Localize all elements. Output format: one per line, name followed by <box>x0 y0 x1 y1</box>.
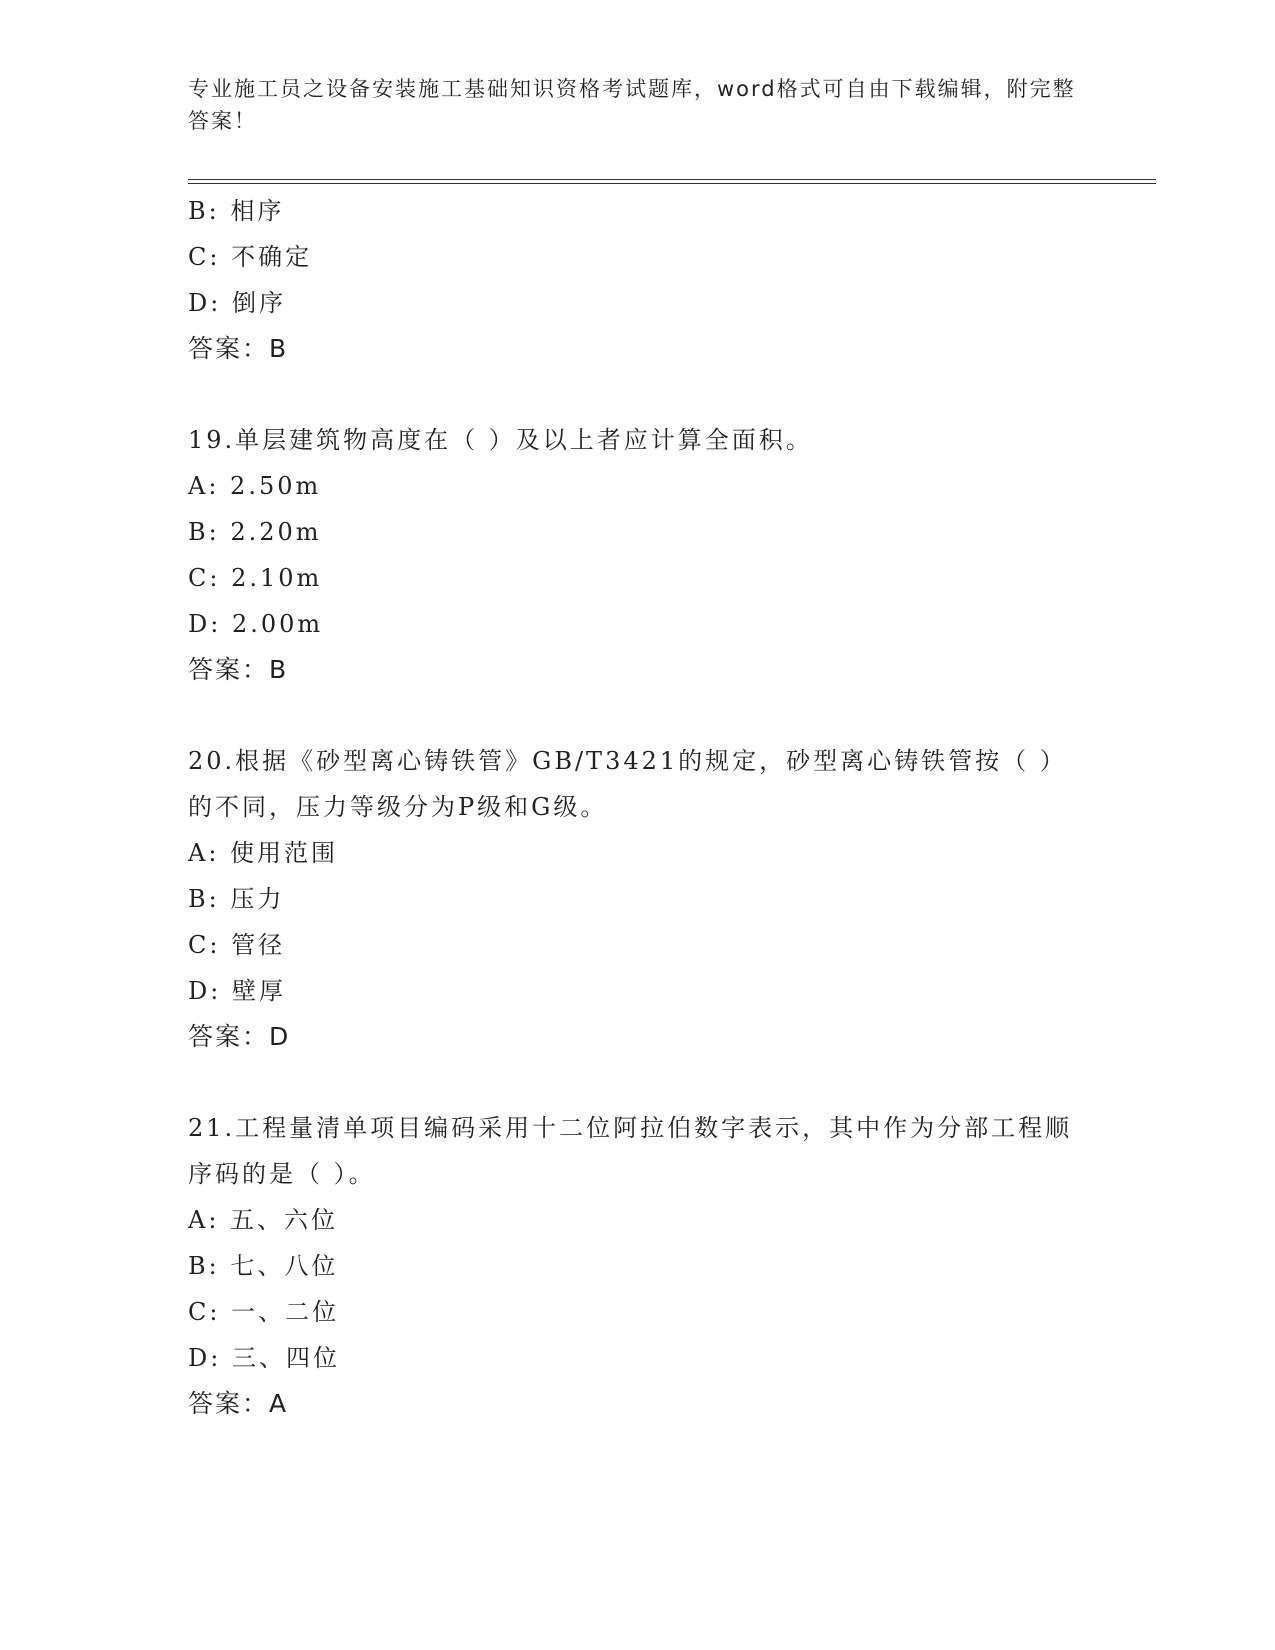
question-text: 19.单层建筑物高度在（ ）及以上者应计算全面积。 <box>188 426 813 454</box>
question-text: 21.工程量清单项目编码采用十二位阿拉伯数字表示，其中作为分部工程顺序码的是（ ）。 <box>188 1114 1073 1188</box>
document-header: 专业施工员之设备安装施工基础知识资格考试题库，word格式可自由下载编辑，附完整答案！ <box>188 77 1076 133</box>
answer-line: 答案：A <box>188 1389 289 1418</box>
option-a: A: 使用范围 <box>188 839 339 867</box>
option-c: C: 不确定 <box>188 243 313 271</box>
option-d: D: 2.00m <box>188 610 324 638</box>
option-c: C: 一、二位 <box>188 1298 340 1326</box>
answer-line: 答案：B <box>188 655 289 684</box>
question-19 <box>188 417 1148 693</box>
header-divider-bottom <box>188 183 1156 184</box>
option-c: C: 管径 <box>188 931 286 959</box>
option-b: B: 2.20m <box>188 518 322 546</box>
answer-line: 答案：D <box>188 1022 291 1051</box>
option-b: B: 七、八位 <box>188 1252 339 1280</box>
option-a: A: 五、六位 <box>188 1206 339 1234</box>
question-text: 20.根据《砂型离心铸铁管》GB/T3421的规定，砂型离心铸铁管按（ ）的不同，压力等级分为P级和G级。 <box>188 747 1067 821</box>
question-20 <box>188 738 1148 1060</box>
header-divider-top <box>188 179 1156 180</box>
option-d: D: 三、四位 <box>188 1344 340 1372</box>
option-d: D: 倒序 <box>188 289 286 317</box>
option-b: B: 压力 <box>188 885 285 913</box>
question-21 <box>188 1105 1148 1427</box>
option-d: D: 壁厚 <box>188 977 286 1005</box>
question-continued <box>188 188 1148 372</box>
option-b: B: 相序 <box>188 197 285 225</box>
option-a: A: 2.50m <box>188 472 322 500</box>
answer-line: 答案：B <box>188 334 289 363</box>
option-c: C: 2.10m <box>188 564 323 592</box>
question-list <box>188 188 1148 1427</box>
